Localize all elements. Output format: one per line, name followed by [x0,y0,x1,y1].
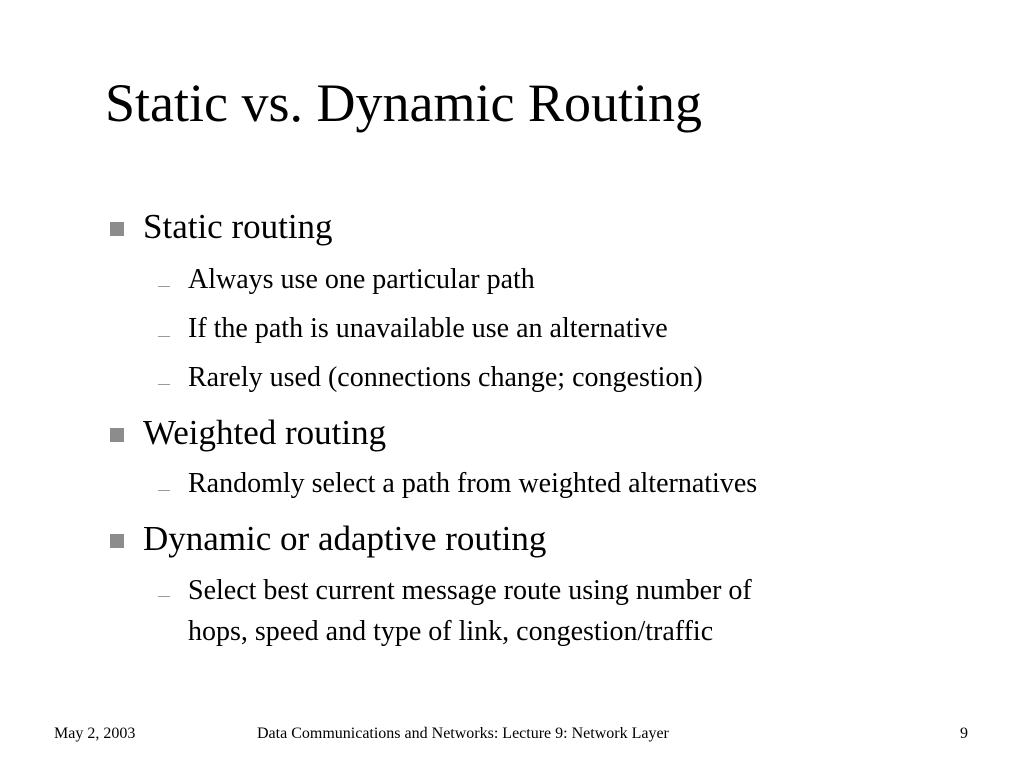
footer-course: Data Communications and Networks: Lecture 9: Network Layer [257,725,669,742]
square-bullet-icon [110,222,124,236]
bullet-weighted-routing: Weighted routing [143,413,387,452]
subitem-randomly-select: Randomly select a path from weighted alternatives [188,468,758,499]
dash-bullet-icon [158,384,170,385]
dash-bullet-icon [158,336,170,337]
subitem-best-route-line1: Select best current message route using number of [188,575,752,606]
bullet-dynamic-routing: Dynamic or adaptive routing [143,519,547,558]
square-bullet-icon [110,534,124,548]
dash-bullet-icon [158,490,170,491]
slide-title: Static vs. Dynamic Routing [105,73,702,133]
subitem-best-route-line2: hops, speed and type of link, congestion/traffic [188,616,714,647]
subitem-path-unavailable: If the path is unavailable use an alternative [188,313,668,344]
subitem-always-one-path: Always use one particular path [188,264,535,295]
subitem-rarely-used: Rarely used (connections change; congestion) [188,362,703,393]
dash-bullet-icon [158,286,170,287]
dash-bullet-icon [158,596,170,597]
footer-date: May 2, 2003 [54,725,136,742]
square-bullet-icon [110,428,124,442]
bullet-static-routing: Static routing [143,207,333,246]
footer-page-number: 9 [960,725,968,742]
